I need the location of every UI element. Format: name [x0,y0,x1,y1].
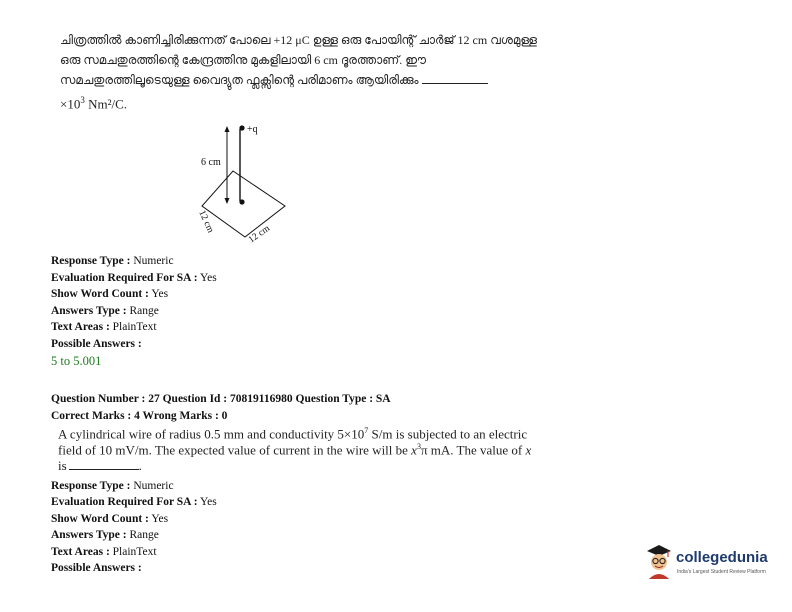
distance-label: 6 cm [201,157,221,168]
question-line-4 [60,90,585,114]
q27-line-2: field of 10 mV/m. The expected value of current in the wire will be $x^3\pi$ mA. The value of x [58,442,532,458]
arrow-head-up [225,126,230,132]
logo-tagline: India's Largest Student Review Platform [677,569,766,575]
charge-label: +q [247,124,258,135]
charge-square-diagram [185,115,295,245]
question-line-2: ഒരു സമചതുരത്തിന്റെ കേന്ദ്രത്തിനു മുകളിലായി 6 cm ദൂരത്താണ്. ഈ [60,53,426,67]
square-center [239,199,244,204]
meta1-possible-answers: Possible Answers : [51,338,142,350]
meta1-answers-type: Answers Type : Range [51,305,159,317]
question-line-1: ചിത്രത്തിൽ കാണിച്ചിരിക്കുന്നത് പോലെ +12 μC ഉള്ള ഒരു പോയിന്റ് ചാർജ് 12 cm വശമുള്ള [60,33,537,47]
meta1-word-count: Show Word Count : Yes [51,288,169,300]
student-mascot-icon [644,543,674,579]
meta2-response-type: Response Type : Numeric [51,480,174,492]
unit-suffix: Nm²/C. [84,96,128,112]
question-line-3 [60,70,585,90]
meta1-response-type: Response Type : Numeric [51,255,174,267]
question-line-3-text: സമചതുരത്തിലൂടെയുള്ള വൈദ്യുത ഫ്ലക്സിന്റെ പരിമാണം ആയിരിക്കും [60,73,419,87]
answer-blank [422,73,488,84]
possible-answer-value: 5 to 5.001 [51,354,102,368]
meta2-text-areas: Text Areas : PlainText [51,546,157,558]
q27-marks: Correct Marks : 4 Wrong Marks : 0 [51,410,228,422]
meta2-word-count: Show Word Count : Yes [51,513,169,525]
unit-prefix: ×10 [60,96,81,112]
question-text-malayalam [60,30,585,114]
arrow-head-down [225,198,230,204]
meta1-text-areas: Text Areas : PlainText [51,321,157,333]
logo-name: collegedunia [676,549,768,566]
meta1-evaluation: Evaluation Required For SA : Yes [51,272,217,284]
meta2-answers-type: Answers Type : Range [51,529,159,541]
collegedunia-logo[interactable] [644,543,768,583]
meta2-possible-answers: Possible Answers : [51,562,142,574]
side-left-label: 12 cm [196,209,216,235]
meta2-evaluation: Evaluation Required For SA : Yes [51,496,217,508]
side-right-label: 12 cm [246,223,272,245]
unit-exponent: 3 [80,95,85,105]
q27-header: Question Number : 27 Question Id : 70819116980 Question Type : SA [51,393,391,405]
q27-line-1: A cylindrical wire of radius 0.5 mm and conductivity $5\times 10^7$ S/m is subjected to an electric [58,426,528,442]
q27-line-3: is . [58,458,142,473]
q27-answer-blank [69,459,139,470]
